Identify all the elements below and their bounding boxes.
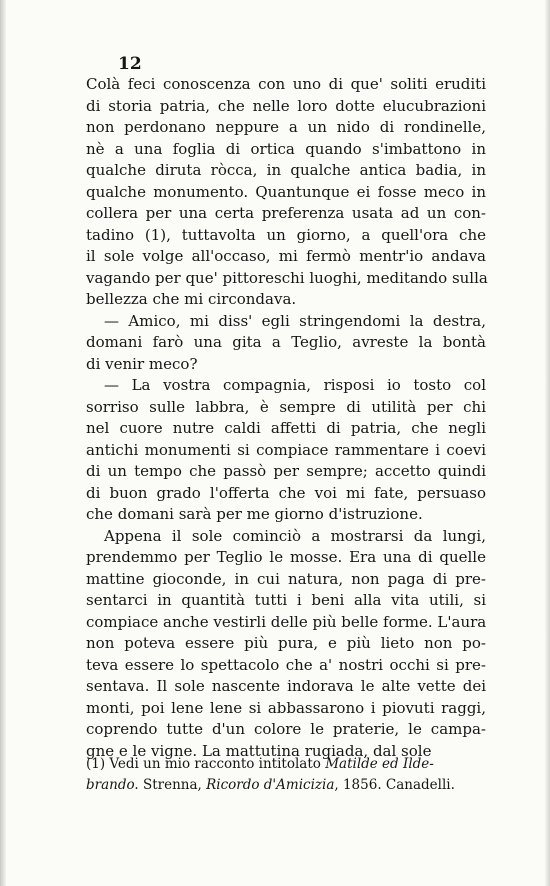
text-line: mattine gioconde, in cui natura, non paga di pre- (86, 569, 486, 588)
text-line: che domani sarà per me giorno d'istruzione. (86, 505, 423, 523)
text-line: tadino (1), tuttavolta un giorno, a quell'ora che (86, 225, 486, 244)
text-line: non perdonano neppure a un nido di rondinelle, (86, 118, 486, 136)
text-line: bellezza che mi circondava. (86, 290, 297, 308)
text-line: coprendo tutte d'un colore le praterie, le campa- (86, 720, 486, 738)
text-line: di un tempo che passò per sempre; accetto quindi (86, 462, 486, 480)
footnote-prefix: (1) Vedi un mio racconto intitolato (86, 756, 326, 772)
text-line: non poteva essere più pura, e più lieto non po- (86, 634, 486, 652)
footnote-title-part2: brando. (86, 777, 139, 793)
text-line: compiace anche vestirli delle più belle forme. L'aura (86, 612, 487, 631)
text-line: il sole volge all'occaso, mi fermò mentr'io andava (86, 247, 486, 265)
text-line: domani farò una gita a Teglio, avreste la bontà (86, 333, 486, 351)
footnote-title-part1: Matilde ed Ilde- (325, 756, 434, 772)
text-line: nè a una foglia di ortica quando s'imbattono in (86, 139, 486, 158)
text-line: di buon grado l'offerta che voi mi fate, persuaso (86, 483, 486, 502)
page-right-edge (545, 0, 550, 886)
text-line: prendemmo per Teglio le mosse. Era una di quelle (86, 548, 486, 566)
text-line: sentava. Il sole nascente indorava le alte vette dei (86, 677, 486, 695)
footnote-middle: Strenna, (138, 777, 207, 793)
page-left-edge (0, 0, 6, 886)
footnote-line-2 (86, 775, 486, 796)
text-line: nel cuore nutre caldi affetti di patria, che negli (86, 419, 486, 437)
text-line: Appena il sole cominciò a mostrarsi da lungi, (104, 526, 486, 545)
footnote-suffix: , 1856. Canadelli. (334, 777, 455, 793)
text-line: qualche diruta ròcca, in qualche antica badia, in (86, 161, 486, 179)
text-line: collera per una certa preferenza usata ad un con- (86, 204, 486, 222)
text-line: — La vostra compagnia, risposi io tosto col (104, 376, 486, 394)
text-line: di storia patria, che nelle loro dotte elucubrazioni (86, 96, 486, 115)
text-line: teva essere lo spettacolo che a' nostri occhi si pre- (86, 655, 486, 674)
text-line: antichi monumenti si compiace rammentare i coevi (86, 440, 486, 459)
page-number: 12 (118, 54, 142, 74)
text-line: Colà feci conoscenza con uno di que' soliti eruditi (86, 75, 486, 93)
text-line: monti, poi lene lene si abbassarono i piovuti raggi, (86, 698, 486, 717)
text-line: gne e le vigne. La mattutina rugiada, dal sole (86, 741, 432, 760)
body-text (86, 74, 486, 762)
text-line: di venir meco? (86, 354, 198, 373)
footnote (86, 754, 486, 796)
text-line: qualche monumento. Quantunque ei fosse meco in (86, 182, 486, 201)
text-line: — Amico, mi diss' egli stringendomi la destra, (104, 311, 486, 330)
footnote-line-1 (86, 754, 486, 775)
footnote-subtitle: Ricordo d'Amicizia (206, 777, 335, 793)
text-line: vagando per que' pittoreschi luoghi, meditando sulla (86, 268, 488, 287)
text-line: sorriso sulle labbra, è sempre di utilità per chi (86, 397, 486, 416)
text-line: sentarci in quantità tutti i beni alla vita utili, si (86, 591, 486, 609)
